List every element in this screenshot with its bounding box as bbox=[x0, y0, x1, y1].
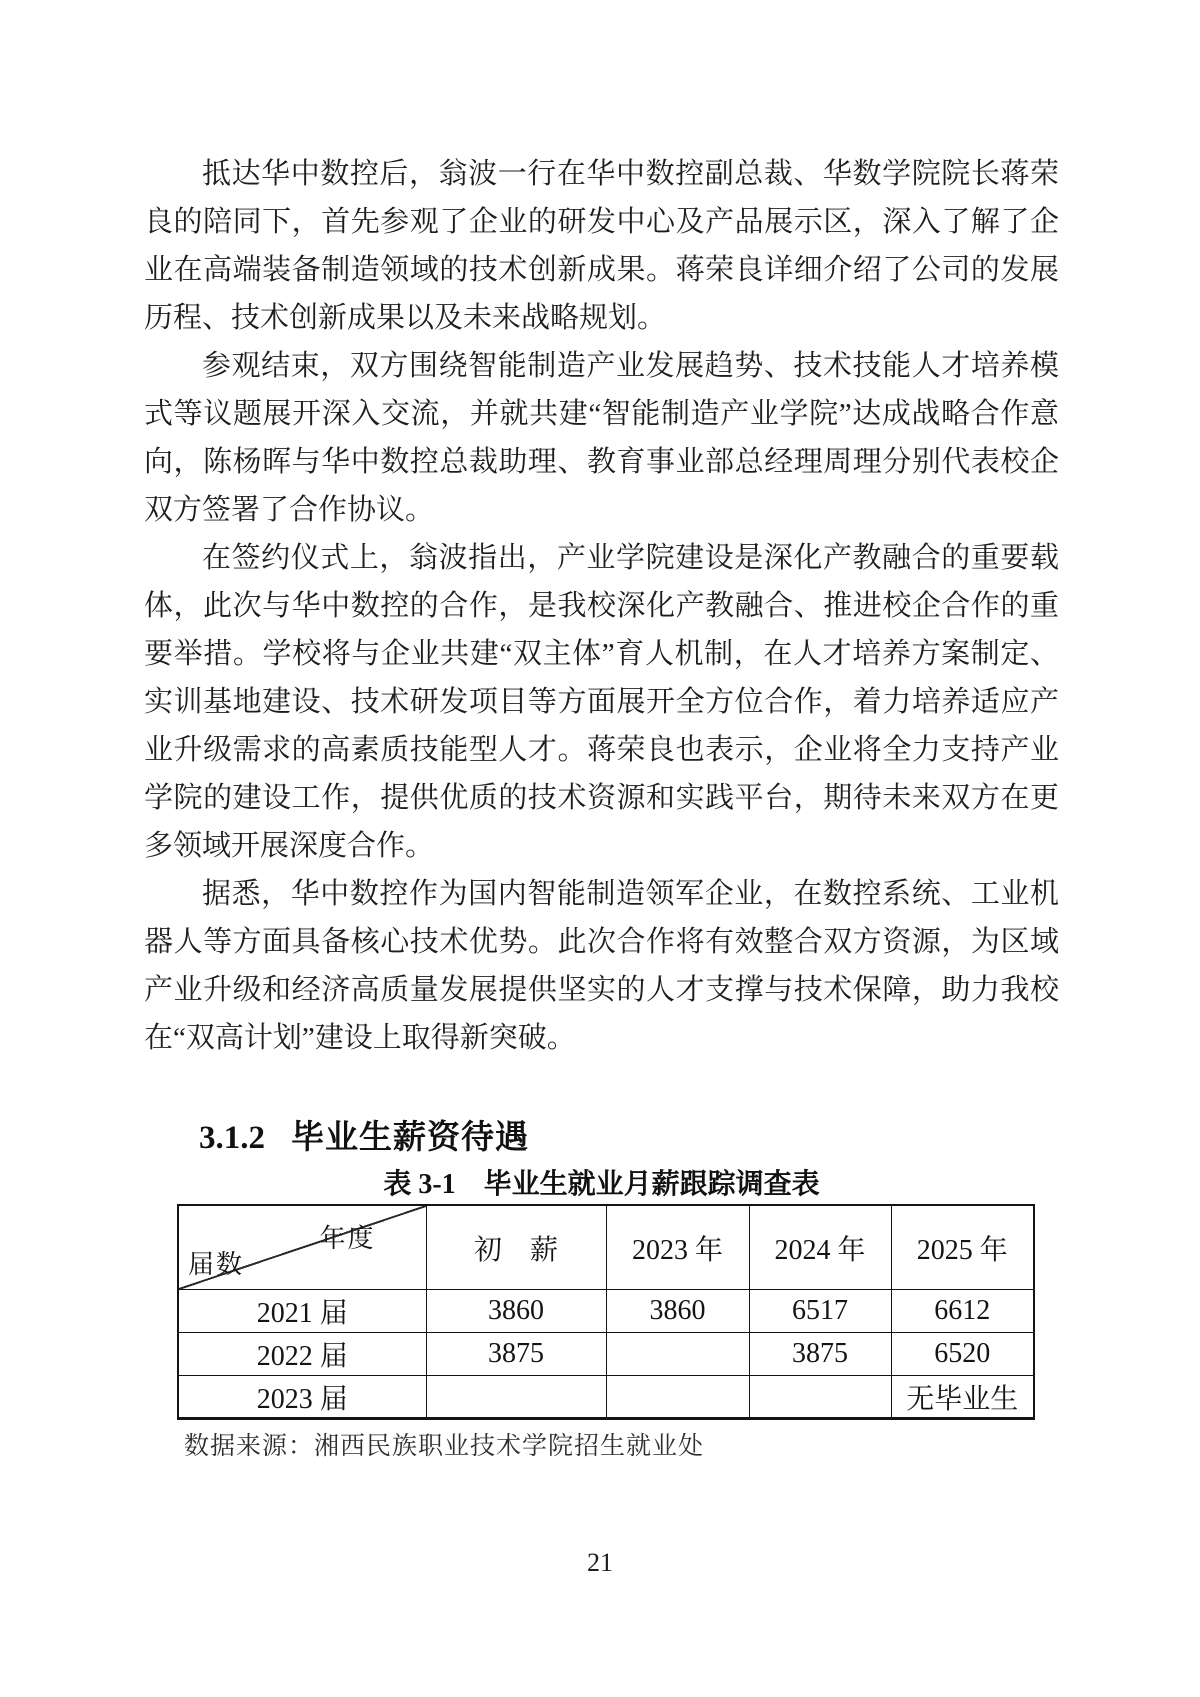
diagonal-line bbox=[179, 1206, 426, 1289]
body-paragraph-2: 参观结束，双方围绕智能制造产业发展趋势、技术技能人才培养模式等议题展开深入交流，并就共建“智能制造产业学院”达成战略合作意向，陈杨晖与华中数控总裁助理、教育事业部总经理周理分别代表校企双方签署了合作协议。 bbox=[144, 350, 1059, 526]
section-number: 3.1.2 bbox=[199, 1120, 265, 1156]
table-header-cell: 初 薪 bbox=[426, 1205, 606, 1290]
page-number: 21 bbox=[587, 1548, 613, 1577]
table-header-cell: 2023 年 bbox=[606, 1205, 749, 1290]
table-cell bbox=[606, 1333, 749, 1376]
table-cell: 3875 bbox=[749, 1333, 891, 1376]
body-paragraph-4: 据悉，华中数控作为国内智能制造领军企业，在数控系统、工业机器人等方面具备核心技术优势。此次合作将有效整合双方资源，为区域产业升级和经济高质量发展提供坚实的人才支撑与技术保障，助力我校在“双高计划”建设上取得新突破。 bbox=[144, 878, 1059, 1054]
table-cell: 6517 bbox=[749, 1290, 891, 1333]
section-heading bbox=[144, 1116, 1059, 1160]
table-cell: 无毕业生 bbox=[891, 1376, 1034, 1419]
table-corner-cell bbox=[178, 1205, 426, 1290]
table-cell: 6520 bbox=[891, 1333, 1034, 1376]
table-header-cell: 2024 年 bbox=[749, 1205, 891, 1290]
body-paragraph-3: 在签约仪式上，翁波指出，产业学院建设是深化产教融合的重要载体，此次与华中数控的合作，是我校深化产教融合、推进校企合作的重要举措。学校将与企业共建“双主体”育人机制，在人才培养方案制定、实训基地建设、技术研发项目等方面展开全方位合作，着力培养适应产业升级需求的高素质技能型人才。蒋荣良也表示，企业将全力支持产业学院的建设工作，提供优质的技术资源和实践平台，期待未来双方在更多领域开展深度合作。 bbox=[144, 542, 1059, 862]
table-row bbox=[178, 1376, 1034, 1419]
table-cell bbox=[606, 1376, 749, 1419]
table-cell: 3860 bbox=[606, 1290, 749, 1333]
page-content bbox=[144, 150, 1059, 1463]
section-title: 毕业生薪资待遇 bbox=[291, 1120, 529, 1156]
row-label-cell: 2022 届 bbox=[178, 1333, 426, 1376]
row-label-cell: 2021 届 bbox=[178, 1290, 426, 1333]
table-caption: 表 3-1 毕业生就业月薪跟踪调查表 bbox=[383, 1169, 820, 1200]
table-cell bbox=[749, 1376, 891, 1419]
data-source-note: 数据来源：湘西民族职业技术学院招生就业处 bbox=[184, 1433, 705, 1460]
table-cell: 3860 bbox=[426, 1290, 606, 1333]
table-header-row bbox=[178, 1205, 1034, 1290]
corner-label-year: 年度 bbox=[319, 1224, 376, 1253]
table-cell bbox=[426, 1376, 606, 1419]
corner-label-cohort: 届数 bbox=[188, 1250, 245, 1279]
table-row bbox=[178, 1333, 1034, 1376]
table-cell: 6612 bbox=[891, 1290, 1034, 1333]
salary-table bbox=[177, 1204, 1035, 1420]
table-cell: 3875 bbox=[426, 1333, 606, 1376]
table-header-cell: 2025 年 bbox=[891, 1205, 1034, 1290]
table-row bbox=[178, 1290, 1034, 1333]
body-paragraph-1: 抵达华中数控后，翁波一行在华中数控副总裁、华数学院院长蒋荣良的陪同下，首先参观了企业的研发中心及产品展示区，深入了解了企业在高端装备制造领域的技术创新成果。蒋荣良详细介绍了公司的发展历程、技术创新成果以及未来战略规划。 bbox=[144, 158, 1059, 334]
row-label-cell: 2023 届 bbox=[178, 1376, 426, 1419]
